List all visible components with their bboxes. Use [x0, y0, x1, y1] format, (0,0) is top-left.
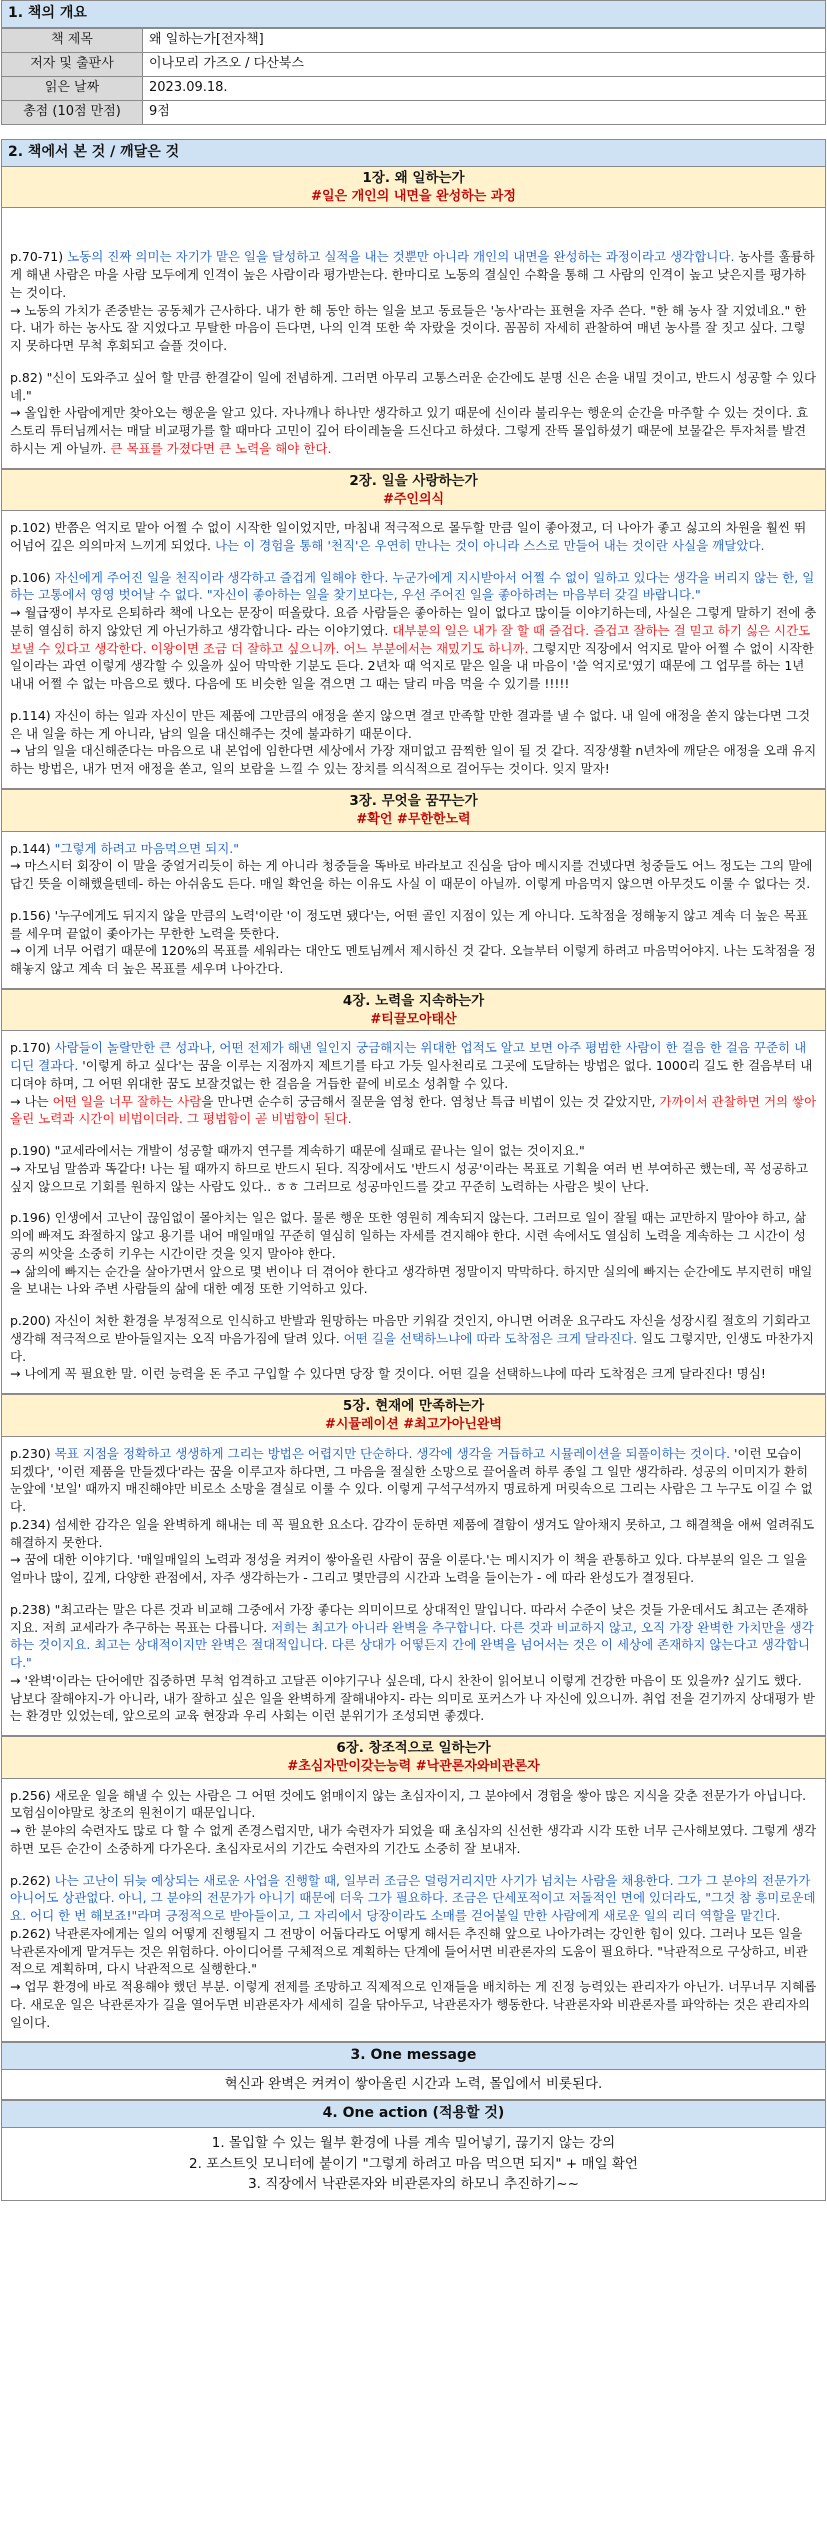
paragraph-text: → 나는	[10, 1093, 53, 1109]
paragraph-text: '이렇게 하고 싶다'는 꿈을 이루는 지점까지 제트기를 타고 가듯 일사천리로 그곳에 도달하는 방법은 없다. 1000리 길도 한 걸음부터 내디뎌야 하며, 그 어떤 위대한 꿈도 보잘것없는 한 걸음을 거듭한 끝에 비로소 성취할 수 있다.	[10, 1058, 813, 1091]
paragraph-text: → 올입한 사람에게만 찾아오는 행운을 알고 있다. 자나깨나 하나만 생각하고 있기 때문에 신이라 불리우는 행운의 순간을 마주할 수 있는 것이다. 효스토리 튜터님께서는 매달 비교평가를 할 때마다 고민이 깊어 타이레놀을 드신다고 하셨다. 그렇게 잔뜩 몰입하셨기 때문에 보물같은 투자처를 발견하시는 게 아닐까.	[10, 405, 809, 456]
chapter-header	[1, 1736, 826, 1779]
paragraph-text: p.262) 낙관론자에게는 일의 어떻게 진행될지 그 전망이 어둡다라도 어떻게 해서든 추진해 앞으로 나아가려는 강인한 힘이 있다. 그러나 모든 일을 낙관론자에게 맡겨두는 것은 위험하다. 아이디어를 구체적으로 계획하는 단계에 들어서면 비관론자의 도움이 필요하다. "낙관적으로 구상하고, 비관적으로 계획하며, 다시 낙관적으로 실행한다."	[10, 1925, 808, 1977]
paragraph-text: 그렇지만 직장에서 억지로 맡아 어쩔 수 없이 시작한 일이라는 과연 이렇게 생각할 수 있을까 싶어 막막한 기분도 든다. 2년차 때 억지로 맡은 일을 내 마음이 '쓸 억지로'였기 때문에 그 업무를 하는 1년 내내 어쩔 수 없는 마음으로 했다. 다음에 또 비슷한 일을 겪으면 그 때는 달리 마음 먹을 수 있기를 !!!!!	[10, 640, 814, 692]
chapter-title: 6장. 창조적으로 일하는가	[336, 1740, 491, 1757]
book-overview-table	[1, 28, 826, 125]
overview-label: 총점 (10점 만점)	[2, 100, 143, 124]
chapter-header	[1, 789, 826, 832]
quote-paragraph	[10, 519, 817, 555]
overview-row	[2, 76, 826, 100]
chapter-header	[1, 1394, 826, 1437]
quote-paragraph	[10, 1787, 817, 1858]
paragraph-text: → 남의 일을 대신해준다는 마음으로 내 본업에 임한다면 세상에서 가장 재미없고 끔찍한 일이 될 것 같다. 직장생활 n년차에 깨닫은 애정을 오래 유지하는 방법은, 내가 먼저 애정을 쏟고, 일의 보람을 느낄 수 있는 장치를 의식적으로 걸어두는 것이다. 잊지 말자!	[10, 743, 817, 777]
highlight-red-text: 큰 목표를 가졌다면 큰 노력을 해야 한다.	[110, 440, 332, 456]
overview-row	[2, 100, 826, 124]
section4-title: 4. One action (적용할 것)	[1, 2100, 826, 2128]
quote-paragraph	[10, 707, 817, 778]
chapter-body	[1, 832, 826, 989]
chapter-hashtag: #초심자만이갖는능력 #낙관론자와비관론자	[287, 1759, 540, 1775]
overview-label: 책 제목	[2, 28, 143, 52]
action-item: 1. 몰입할 수 있는 월부 환경에 나를 계속 밀어넣기, 끊기지 않는 강의	[211, 2135, 616, 2152]
highlight-blue-text: 저희는 최고가 아니라 완벽을 추구합니다. 다른 것과 비교하지 않고, 오직 가장 완벽한 가치만을 생각하는 것이지요. 최고는 상대적이지만 완벽은 절대적입니다. 다른 상대가 어떻든지 간에 완벽을 넘어서는 것은 이 세상에 존재하지 않는다고 생각합니다."	[10, 1619, 814, 1671]
paragraph-text: → 업무 환경에 바로 적용해야 했던 부분. 이렇게 전제를 조망하고 직제적으로 인재들을 배치하는 게 진정 능력있는 관리자가 아닌가. 너무너무 지혜롭다. 새로운 일은 낙관론자가 길을 열어두면 비관론자가 세세히 길을 닦아두고, 낙관론자가 행동한다. 낙관론자와 비관론자를 파악하는 것은 관리자의 일이다.	[10, 1979, 817, 2030]
overview-value[interactable]: 9점	[143, 100, 826, 124]
paragraph-text: p.200) 자신이 처한 환경을 부정적으로 인식하고 반발과 원망하는 마음만 키워갈 것인지, 아니면 어려운 요구라도 자신을 성장시킬 절호의 기회라고 생각해 적극적으로 받아들일지는 오직 마음가짐에 달려 있다.	[10, 1313, 811, 1346]
chapter-hashtag: #확언 #무한한노력	[356, 812, 471, 828]
action-list	[1, 2128, 826, 2201]
paragraph-text: 일도 그렇지만, 인생도 마찬가지다.	[10, 1330, 814, 1364]
chapter-body	[1, 208, 826, 468]
paragraph-text: → 이게 너무 어렵기 때문에 120%의 목표를 세워라는 대안도 멘토님께서 제시하신 것 같다. 오늘부터 이렇게 하려고 마음먹어야지. 나는 도착점을 정해놓지 않고 계속 더 높은 목표를 세우며 나아간다.	[10, 943, 816, 977]
highlight-blue-text: 나는 이 경험을 통해 '천직'은 우연히 만나는 것이 아니라 스스로 만들어 내는 것이란 사실을 깨달았다.	[214, 537, 765, 553]
quote-paragraph	[10, 369, 817, 458]
chapter-header	[1, 469, 826, 512]
paragraph-text: p.230)	[10, 1445, 55, 1461]
highlight-red-text: 어떤 일을 너무 잘하는 사람	[52, 1093, 202, 1109]
paragraph-text: p.106)	[10, 569, 55, 585]
chapter-body	[1, 1031, 826, 1394]
paragraph-text: 을 만나면 순수히 궁금해서 질문을 염청 한다. 염청난 특급 비법이 있는 것 같았지만,	[201, 1093, 660, 1109]
chapter-hashtag: #시뮬레이션 #최고가아닌완벽	[324, 1417, 502, 1433]
paragraph-text: → 월급쟁이 부자로 은퇴하라 책에 나오는 문장이 떠올랐다. 요즘 사람들은 좋아하는 일이 없다고 많이들 이야기하는데, 사실은 그렇게 말하기 전에 충분히 열심히 하지 않았던 게 아닌가하고 생각합니다- 라는 이야기였다.	[10, 605, 817, 638]
chapter-hashtag: #티끌모아태산	[370, 1011, 457, 1027]
chapter-hashtag: #일은 개인의 내면을 완성하는 과정	[311, 188, 516, 204]
quote-paragraph	[10, 1312, 817, 1383]
highlight-red-text: 대부분의 일은 내가 잘 할 때 즐겁다. 즐겁고 잘하는 걸 믿고 하기 싫은 시간도 보낼 수 있다고 생각한다. 이왕이면 조금 더 잘하고 싶으니까. 어느 부분에서는 재밌기도 하니까.	[10, 622, 811, 656]
highlight-blue-text: 자신에게 주어진 일을 천직이라 생각하고 즐겁게 일해야 한다. 누군가에게 지시받아서 어쩔 수 없이 일하고 있다는 생각을 버리지 않는 한, 일하는 고통에서 영영 벗어날 수 없다. "자신이 좋아하는 일을 찾기보다는, 우선 주어진 일을 좋아하려는 마음부터 갖길 바랍니다."	[10, 569, 815, 603]
chapter-title: 5장. 현재에 만족하는가	[342, 1398, 485, 1415]
paragraph-text: → 마스시터 회장이 이 말을 중얼거리듯이 하는 게 아니라 청중들을 똑바로 바라보고 진심을 담아 메시지를 건넸다면 청중들도 어느 정도는 그의 말에 답긴 뜻을 이해했을텐데- 하는 아쉬움도 든다. 매일 확언을 하는 이유도 사실 이 때문이 아닐까. 이렇게 마음먹지 않으면 아무것도 이룰 수 없다는 것.	[10, 858, 813, 892]
quote-paragraph	[10, 1209, 817, 1298]
paragraph-text: → 삶의에 빠지는 순간을 살아가면서 앞으로 몇 번이나 더 겪어야 한다고 생각하면 정말이지 막막하다. 하지만 실의에 빠지는 순간에도 부지런히 매일을 보내는 나와 주변 사람들의 삶에 대한 예정 또한 기억하고 있다.	[10, 1263, 813, 1297]
chapter-header	[1, 989, 826, 1032]
book-review-document	[1, 0, 826, 2201]
paragraph-text: p.238) "최고라는 말은 다른 것과 비교해 그중에서 가장 좋다는 의미이므로 상대적인 말입니다. 따라서 수준이 낮은 것들 가운데서도 최고는 존재하지요. 저희 교세라가 추구하는 목표는 다릅니다.	[10, 1601, 809, 1635]
quote-paragraph	[10, 907, 817, 978]
one-message: 혁신과 완벽은 켜켜이 쌓아올린 시간과 노력, 몰입에서 비롯된다.	[1, 2070, 826, 2100]
paragraph-text: p.170)	[10, 1040, 55, 1056]
paragraph-text: p.262)	[10, 1872, 55, 1888]
highlight-red-text: 가까이서 관찰하면 거의 쌓아올린 노력과 시간이 비법이더라. 그 평범함이 곧 비범함이 된다.	[10, 1093, 817, 1127]
paragraph-text: p.102) 반쯤은 억지로 맡아 어쩔 수 없이 시작한 일이었지만, 마침내 적극적으로 몰두할 만큼 일이 좋아졌고, 더 나아가 좋고 싫고의 차원을 훨씬 뛰어넘어 깊은 의의마저 느끼게 되었다.	[10, 520, 807, 553]
overview-value[interactable]: 왜 일하는가[전자책]	[143, 28, 826, 52]
paragraph-text: → 한 분야의 숙련자도 많로 다 할 수 없게 존경스럽지만, 내가 숙련자가 되었을 때 초심자의 신선한 생각과 시각 또한 너무 근사해보였다. 그렇게 생각하면 모든 순간이 소중하게 다가온다. 초심자로서의 기간도 숙련자의 기간도 소중히 잘 보내자.	[10, 1823, 817, 1856]
chapter-title: 2장. 일을 사랑하는가	[349, 472, 478, 489]
paragraph-text: p.196) 인생에서 고난이 끊임없이 몰아치는 일은 없다. 물론 행운 또한 영원히 계속되지 않는다. 그러므로 일이 잘될 때는 교만하지 말아야 하고, 삶의에 빠져도 좌절하지 않고 용기를 내어 매일매일 꾸준히 열심히 일하는 자세를 견지해야 한다. 시련 속에서도 열심히 노력을 계속하는 그 시간이 성공의 씨앗을 소중히 키우는 시간이란 것을 잊지 말아야 한다.	[10, 1210, 807, 1261]
highlight-blue-text: "그렇게 하려고 마음먹으면 되지."	[54, 840, 239, 856]
section2-title: 2. 책에서 본 것 / 깨달은 것	[1, 139, 826, 167]
quote-paragraph	[10, 248, 817, 355]
paragraph-text: p.156) '누구에게도 뒤지지 않을 만큼의 노력'이란 '이 정도면 됐다'는, 어떤 골인 지점이 있는 게 아니다. 도착점을 정해놓지 않고 계속 더 높은 목표를 세우며 끝없이 좇아가는 무한한 노력을 뜻한다.	[10, 907, 808, 941]
quote-paragraph	[10, 1142, 817, 1195]
quote-paragraph	[10, 1601, 817, 1725]
paragraph-text: → 꿈에 대한 이야기다. '매일매일의 노력과 정성을 켜켜이 쌓아올린 사람이 꿈을 이룬다.'는 메시지가 이 책을 관통하고 있다. 다부분의 일은 그 일을 얼마나 많이, 깊게, 다양한 관점에서, 자주 생각하는가 - 그리고 몇만큼의 시간과 노력을 들이는가 - 에 따라 완성도가 결정된다.	[10, 1552, 808, 1586]
highlight-blue-text: 나는 고난이 뒤늦 예상되는 새로운 사업을 진행할 때, 일부러 조금은 덜렁거리지만 사기가 넘치는 사람을 채용한다. 그가 그 분야의 전문가가 아니어도 상관없다. 아니, 그 분야의 전문가가 아니기 때문에 더욱 그가 필요하다. 조금은 단세포적이고 저돌적인 면에 있더라도, "그것 참 흥미로운데요. 어디 한 번 해보죠!"라며 긍정적으로 받아들이고, 그 자리에서 당장이라도 소매를 걷어붙일 만한 사람에게 새로운 일의 리더 역할을 맡긴다.	[10, 1872, 816, 1924]
quote-paragraph	[10, 1039, 817, 1128]
overview-value[interactable]: 2023.09.18.	[143, 76, 826, 100]
action-item: 2. 포스트잇 모니터에 붙이기 "그렇게 하려고 마음 먹으면 되지" + 매일 확언	[189, 2155, 638, 2172]
overview-label: 저자 및 출판사	[2, 52, 143, 76]
paragraph-text: p.114) 자신이 하는 일과 자신이 만든 제품에 그만큼의 애정을 쏟지 않으면 결코 만족할 만한 결과를 낼 수 없다. 내 일에 애정을 쏟지 않는다면 그것은 내 일을 하는 게 아니라, 남의 일을 대신해주는 것에 불과하기 때문이다.	[10, 707, 811, 741]
chapter-title: 3장. 무엇을 꿈꾸는가	[349, 792, 478, 809]
section3-title: 3. One message	[1, 2042, 826, 2070]
paragraph-text: 농사를 훌륭하게 해낸 사람은 마을 사람 모두에게 인격이 높은 사람이라 평가받는다. 한마디로 노동의 결실인 수확을 통해 그 사람의 인격이 높고 낮은지를 평가하는 것이다.	[10, 249, 815, 300]
highlight-blue-text: 목표 지점을 정확하고 생생하게 그리는 방법은 어렵지만 단순하다. 생각에 생각을 거듭하고 시뮬레이션을 되풀이하는 것이다.	[54, 1445, 731, 1461]
quote-paragraph	[10, 1445, 817, 1587]
quote-paragraph	[10, 569, 817, 693]
quote-paragraph	[10, 1872, 817, 2032]
paragraph-text: p.234) 섬세한 감각은 일을 완벽하게 해내는 데 꼭 필요한 요소다. 감각이 둔하면 제품에 결함이 생겨도 알아채지 못하고, 그 해결책을 애써 얼려줘도 해결하지 못한다.	[10, 1516, 815, 1550]
chapter-body	[1, 511, 826, 789]
paragraph-text: → 나에게 꼭 필요한 말. 이런 능력을 돈 주고 구입할 수 있다면 당장 할 것이다. 어떤 길을 선택하느냐에 따라 도착점은 크게 달라진다! 명심!	[10, 1366, 766, 1382]
action-item: 3. 직장에서 낙관론자와 비관론자의 하모니 추진하기~~	[248, 2175, 579, 2192]
section1-title: 1. 책의 개요	[1, 0, 826, 28]
paragraph-text: p.82) "신이 도와주고 싶어 할 만큼 한결같이 일에 전념하게. 그러면 아무리 고통스러운 순간에도 분명 신은 손을 내밀 것이고, 반드시 성공할 수 있다네."	[10, 369, 817, 403]
quote-paragraph	[10, 840, 817, 893]
paragraph-text: → 자모님 말씀과 똑같다! 나는 될 때까지 하므로 반드시 된다. 직장에서도 '반드시 성공'이라는 목표로 기획을 여러 번 부여하곤 했는데, 꼭 성공하고 싶지 않으므로 기회를 원하지 않는 사람도 있다.. ㅎㅎ 그러므로 성공마인드를 갖고 꾸준히 노력하는 사람은 빛이 난다.	[10, 1160, 809, 1194]
overview-row	[2, 28, 826, 52]
overview-row	[2, 52, 826, 76]
chapter-body	[1, 1437, 826, 1736]
highlight-blue-text: 노동의 진짜 의미는 자기가 맡은 일을 달성하고 실적을 내는 것뿐만 아니라 개인의 내면을 완성하는 과정이라고 생각합니다.	[67, 249, 735, 265]
highlight-blue-text: 어떤 길을 선택하느냐에 따라 도착점은 크게 달라진다.	[343, 1330, 638, 1346]
paragraph-text: p.190) "교세라에서는 개발이 성공할 때까지 연구를 계속하기 때문에 실패로 끝나는 일이 없는 것이지요."	[10, 1143, 585, 1159]
paragraph-text: → '완벽'이라는 단어에만 집중하면 무척 엄격하고 고달픈 이야기구나 싶은데, 다시 찬찬이 읽어보니 이렇게 건강한 마음이 또 있을까? 싶기도 했다. 남보다 잘해야지-가 아니라, 내가 잘하고 싶은 일을 완벽하게 잘해내야지- 라는 의미로 포커스가 나 자신에 있으니까. 취업 전을 걷기까지 상대평가 받는 환경만 있었는데, 앞으로의 교육 현장과 우리 사회는 이런 분위기가 조성되면 좋겠다.	[10, 1672, 815, 1724]
overview-value[interactable]: 이나모리 가즈오 / 다산북스	[143, 52, 826, 76]
highlight-blue-text: 사람들이 놀랄만한 큰 성과나, 어떤 전제가 해낸 일인지 궁금해지는 위대한 업적도 알고 보면 아주 평범한 사람이 한 걸음 한 걸음 꾸준히 내디딘 결과다.	[10, 1040, 807, 1074]
chapter-title: 1장. 왜 일하는가	[362, 169, 465, 186]
paragraph-text: p.70-71)	[10, 249, 68, 265]
chapter-hashtag: #주인의식	[382, 491, 445, 507]
paragraph-text: '이런 모습이 되겠다', '이런 제품을 만들겠다'라는 꿈을 이루고자 하다면, 그 마음을 절실한 소망으로 끌어올려 하루 종일 그 일만 생각하라. 성공의 이미지가 환히 눈앞에 '보일' 때까지 매진해야만 비로소 소망을 결실로 이룰 수 있다. 이렇게 구석구석까지 명료하게 머릿속으로 그리는 사람은 그 누구도 이길 수 없다.	[10, 1445, 813, 1515]
chapter-body	[1, 1779, 826, 2043]
paragraph-text: p.144)	[10, 840, 55, 856]
paragraph-text: → 노동의 가치가 존중받는 공동체가 근사하다. 내가 한 해 동안 하는 일을 보고 동료들은 '농사'라는 표현을 자주 쓴다. "한 해 농사 잘 지었네요." 한다. 내가 하는 농사도 잘 지었다고 무탈한 마음이 든다면, 나의 인격 또한 쑥 자랐을 것이다. 꼼꼼히 자세히 관찰하여 매년 농사를 잘 짓고 싶다. 그렇지 못하다면 무척 후회되고 슬플 것이다.	[10, 302, 807, 354]
chapters-container	[1, 167, 826, 2043]
paragraph-text: p.256) 새로운 일을 해낼 수 있는 사람은 그 어떤 것에도 얽매이지 않는 초심자이지, 그 분야에서 경험을 쌓아 많은 지식을 갖춘 전문가가 아닙니다. 모험심이야말로 창조의 원천이기 때문입니다.	[10, 1787, 807, 1821]
chapter-header	[1, 167, 826, 209]
overview-label: 읽은 날짜	[2, 76, 143, 100]
chapter-title: 4장. 노력을 지속하는가	[342, 992, 485, 1009]
